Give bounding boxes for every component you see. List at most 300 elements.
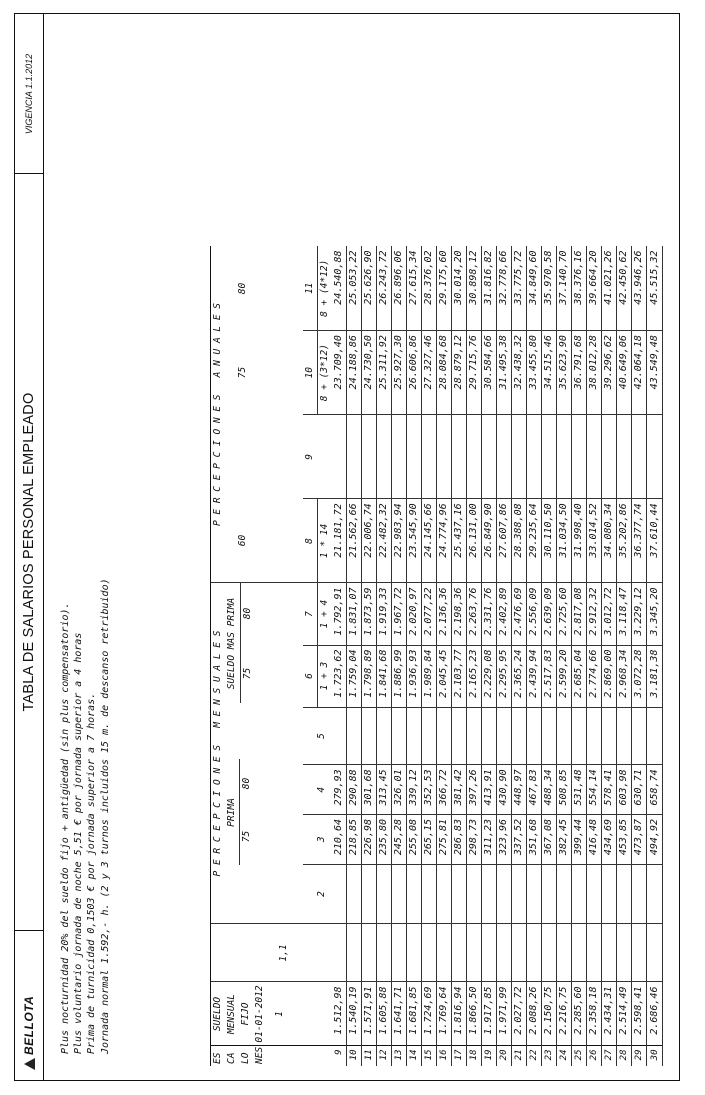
annual-75-cell: 28.879,12 xyxy=(451,331,466,415)
annual-75-cell: 43.549,48 xyxy=(647,331,662,415)
sueldo-mas-prima-80-cell: 2.476,69 xyxy=(512,583,527,645)
col-5-cell xyxy=(602,707,617,765)
col-1-1-cell xyxy=(406,924,421,982)
sueldo-cell: 1.571,91 xyxy=(361,982,376,1046)
es-cell: 13 xyxy=(391,1046,406,1066)
col-1-1-cell xyxy=(512,924,527,982)
col-9-cell xyxy=(587,415,602,499)
sueldo-mas-prima-75-cell: 3.181,38 xyxy=(647,645,662,707)
col-5-cell xyxy=(332,707,347,765)
col-1-1-cell xyxy=(557,924,572,982)
col-5-cell xyxy=(391,707,406,765)
sueldo-mas-prima-80-cell: 3.345,20 xyxy=(647,583,662,645)
sueldo-mas-prima-80-cell: 2.198,36 xyxy=(451,583,466,645)
annual-75-cell: 27.327,46 xyxy=(421,331,436,415)
annual-60-cell: 22.482,32 xyxy=(376,499,391,583)
sueldo-mas-prima-75-cell: 2.229,08 xyxy=(481,645,496,707)
col-1-1-cell xyxy=(436,924,451,982)
table-row xyxy=(451,247,466,1067)
es-cell: 15 xyxy=(421,1046,436,1066)
col-1-1-cell xyxy=(497,924,512,982)
annual-80-cell: 30.898,12 xyxy=(466,247,481,331)
es-cell: 28 xyxy=(617,1046,632,1066)
col-2-cell xyxy=(376,864,391,924)
annual-60-cell: 35.202,86 xyxy=(617,499,632,583)
col-num-8: 8 1 * 14 xyxy=(303,499,332,583)
header-labels-row xyxy=(211,247,303,1067)
sueldo-mas-prima-80-cell: 2.556,09 xyxy=(527,583,542,645)
col-5-cell xyxy=(436,707,451,765)
sueldo-mas-prima-75-cell: 2.685,04 xyxy=(572,645,587,707)
brand-name: BELLOTA xyxy=(22,995,36,1055)
col-9-cell xyxy=(436,415,451,499)
es-cell: 26 xyxy=(587,1046,602,1066)
prima-80-cell: 279,93 xyxy=(332,765,347,815)
sueldo-mas-prima-75-cell: 2.295,95 xyxy=(497,645,512,707)
col-1-1-cell xyxy=(376,924,391,982)
prima-80-cell: 578,41 xyxy=(602,765,617,815)
col-2-cell xyxy=(391,864,406,924)
annual-75-cell: 42.064,18 xyxy=(632,331,647,415)
annual-60-cell: 34.080,34 xyxy=(602,499,617,583)
col-1-1-cell xyxy=(527,924,542,982)
sueldo-mas-prima-80-cell: 2.077,22 xyxy=(421,583,436,645)
prima-80-cell: 366,72 xyxy=(436,765,451,815)
col-5-cell xyxy=(572,707,587,765)
prima-75-cell: 210,64 xyxy=(332,814,347,864)
col-2-cell xyxy=(647,864,662,924)
sueldo-mas-prima-80-cell: 3.012,72 xyxy=(602,583,617,645)
col-5-cell xyxy=(466,707,481,765)
col-2-cell xyxy=(361,864,376,924)
col-5-cell xyxy=(617,707,632,765)
es-cell: 19 xyxy=(481,1046,496,1066)
col-5-cell xyxy=(376,707,391,765)
sueldo-mas-prima-80-cell: 1.831,07 xyxy=(346,583,361,645)
sueldo-mas-prima-75-cell: 1.723,62 xyxy=(332,645,347,707)
sueldo-mas-prima-75-cell: 2.968,34 xyxy=(617,645,632,707)
table-row xyxy=(602,247,617,1067)
col-9-cell xyxy=(512,415,527,499)
sueldo-cell: 1.512,98 xyxy=(332,982,347,1046)
sueldo-mas-prima-75-cell: 2.869,00 xyxy=(602,645,617,707)
sueldo-mas-prima-75-cell: 2.165,23 xyxy=(466,645,481,707)
col-2-cell xyxy=(451,864,466,924)
table-row xyxy=(617,247,632,1067)
col-2-cell xyxy=(632,864,647,924)
es-cell: 16 xyxy=(436,1046,451,1066)
col-1-1-cell xyxy=(391,924,406,982)
prima-80-cell: 313,45 xyxy=(376,765,391,815)
annual-80-cell: 25.053,22 xyxy=(346,247,361,331)
monthly-group-header: P E R C E P C I O N E S M E N S U A L E S PRIMA SUELDO MAS PRIMA 75 80 75 80 xyxy=(211,583,303,924)
sueldo-cell: 1.971,99 xyxy=(497,982,512,1046)
annual-80-cell: 30.014,20 xyxy=(451,247,466,331)
sueldo-mas-prima-80-cell: 2.263,76 xyxy=(466,583,481,645)
annual-60-cell: 26.131,00 xyxy=(466,499,481,583)
annual-75-cell: 38.012,28 xyxy=(587,331,602,415)
sueldo-header: SUELDO MENSUAL FIJO 01-01-2012 1 xyxy=(211,982,332,1046)
prima-75-cell: 218,85 xyxy=(346,814,361,864)
prima-75-cell: 265,15 xyxy=(421,814,436,864)
col-5-cell xyxy=(406,707,421,765)
col-2-cell xyxy=(572,864,587,924)
annual-75-cell: 32.438,32 xyxy=(512,331,527,415)
table-row xyxy=(361,247,376,1067)
table-row xyxy=(542,247,557,1067)
table-row xyxy=(346,247,361,1067)
col-1-1-cell xyxy=(346,924,361,982)
prima-80-cell: 413,91 xyxy=(481,765,496,815)
sueldo-mas-prima-75-cell: 1.841,68 xyxy=(376,645,391,707)
col-5-cell xyxy=(542,707,557,765)
col-num-7: 7 1 + 4 xyxy=(303,583,332,645)
sueldo-mas-prima-75-cell: 2.365,24 xyxy=(512,645,527,707)
table-row xyxy=(557,247,572,1067)
col-2-cell xyxy=(512,864,527,924)
annual-60-cell: 30.110,50 xyxy=(542,499,557,583)
notes-block xyxy=(59,578,112,1054)
col-2-cell xyxy=(587,864,602,924)
salary-table xyxy=(210,247,663,1067)
table-row xyxy=(587,247,602,1067)
table-row xyxy=(512,247,527,1067)
annual-60-cell: 37.610,44 xyxy=(647,499,662,583)
annual-60-cell: 26.849,90 xyxy=(481,499,496,583)
prima-75-cell: 351,68 xyxy=(527,814,542,864)
prima-80-cell: 290,88 xyxy=(346,765,361,815)
annual-75-cell: 36.791,68 xyxy=(572,331,587,415)
annual-80-cell: 35.970,58 xyxy=(542,247,557,331)
prima-80-cell: 397,26 xyxy=(466,765,481,815)
note-line: Plus voluntario jornada de noche 5,51 € por jornada superior a 4 horas xyxy=(73,632,85,1054)
sueldo-mas-prima-75-cell: 2.774,66 xyxy=(587,645,602,707)
table-row xyxy=(466,247,481,1067)
es-cell: 24 xyxy=(557,1046,572,1066)
col-9-cell xyxy=(361,415,376,499)
es-cell: 25 xyxy=(572,1046,587,1066)
sueldo-mas-prima-75-cell: 2.045,45 xyxy=(436,645,451,707)
prima-75-cell: 275,81 xyxy=(436,814,451,864)
table-row xyxy=(632,247,647,1067)
sueldo-cell: 1.866,50 xyxy=(466,982,481,1046)
col-num-1: 1 xyxy=(274,1011,285,1017)
prima-80-cell: 658,74 xyxy=(647,765,662,815)
annual-75-cell: 28.084,68 xyxy=(436,331,451,415)
col-9-cell xyxy=(391,415,406,499)
prima-75-cell: 416,48 xyxy=(587,814,602,864)
col-2-cell xyxy=(497,864,512,924)
col-1-1-cell xyxy=(617,924,632,982)
col-9-cell xyxy=(497,415,512,499)
sueldo-cell: 1.605,88 xyxy=(376,982,391,1046)
sueldo-mas-prima-80-cell: 1.792,91 xyxy=(332,583,347,645)
sueldo-cell: 2.150,75 xyxy=(542,982,557,1046)
prima-75-cell: 255,08 xyxy=(406,814,421,864)
annual-75-cell: 25.927,30 xyxy=(391,331,406,415)
col-1-1-cell xyxy=(647,924,662,982)
col-9-cell xyxy=(376,415,391,499)
sueldo-mas-prima-80-cell: 3.229,12 xyxy=(632,583,647,645)
sueldo-mas-prima-80-cell: 2.331,76 xyxy=(481,583,496,645)
note-line: Plus nocturnidad 20% del sueldo fijo + antigüedad (sin plus compensatorio). xyxy=(60,602,71,1054)
prima-75-cell: 367,08 xyxy=(542,814,557,864)
sueldo-mas-prima-75-cell: 2.599,20 xyxy=(557,645,572,707)
annual-80-cell: 26.896,06 xyxy=(391,247,406,331)
col-1-1-cell xyxy=(602,924,617,982)
sueldo-cell: 2.514,49 xyxy=(617,982,632,1046)
table-row xyxy=(332,247,347,1067)
col-2-cell xyxy=(542,864,557,924)
col-1-1-header: 1,1 xyxy=(211,924,332,982)
col-9-cell xyxy=(632,415,647,499)
sueldo-cell: 2.686,46 xyxy=(647,982,662,1046)
sueldo-mas-prima-80-cell: 1.919,33 xyxy=(376,583,391,645)
col-5-cell xyxy=(527,707,542,765)
col-2-cell xyxy=(617,864,632,924)
prima-75-cell: 235,80 xyxy=(376,814,391,864)
es-cell: 20 xyxy=(497,1046,512,1066)
prima-80-cell: 603,98 xyxy=(617,765,632,815)
annual-75-cell: 23.709,40 xyxy=(332,331,347,415)
prima-80-cell: 488,34 xyxy=(542,765,557,815)
col-9-cell xyxy=(406,415,421,499)
sueldo-mas-prima-75-cell: 1.936,93 xyxy=(406,645,421,707)
table-row xyxy=(647,247,662,1067)
annual-60-cell: 23.545,90 xyxy=(406,499,421,583)
sueldo-mas-prima-80-cell: 3.118,47 xyxy=(617,583,632,645)
col-5-cell xyxy=(481,707,496,765)
prima-75-cell: 337,52 xyxy=(512,814,527,864)
prima-75-cell: 494,92 xyxy=(647,814,662,864)
prima-80-cell: 352,53 xyxy=(421,765,436,815)
col-5-cell xyxy=(361,707,376,765)
annual-80-cell: 26.243,72 xyxy=(376,247,391,331)
col-9-cell xyxy=(557,415,572,499)
es-cell: 29 xyxy=(632,1046,647,1066)
annual-80-cell: 31.816,82 xyxy=(481,247,496,331)
annual-60-cell: 24.145,66 xyxy=(421,499,436,583)
sueldo-mas-prima-75-cell: 1.759,04 xyxy=(346,645,361,707)
col-2-cell xyxy=(421,864,436,924)
prima-80-cell: 467,83 xyxy=(527,765,542,815)
table-row xyxy=(436,247,451,1067)
sueldo-mas-prima-75-cell: 2.439,94 xyxy=(527,645,542,707)
prima-75-cell: 434,69 xyxy=(602,814,617,864)
annual-60-cell: 28.388,08 xyxy=(512,499,527,583)
col-num-10: 10 8 + (3*12) xyxy=(303,331,332,415)
col-5-cell xyxy=(512,707,527,765)
page-title: TABLA DE SALARIOS PERSONAL EMPLEADO xyxy=(15,173,43,930)
sueldo-cell: 1.540,19 xyxy=(346,982,361,1046)
sueldo-mas-prima-75-cell: 1.798,89 xyxy=(361,645,376,707)
col-5-cell xyxy=(647,707,662,765)
annual-80-cell: 24.540,88 xyxy=(332,247,347,331)
annual-60-cell: 29.235,64 xyxy=(527,499,542,583)
annual-75-cell: 29.715,76 xyxy=(466,331,481,415)
col-1-1-cell xyxy=(451,924,466,982)
prima-75-cell: 226,98 xyxy=(361,814,376,864)
es-cell: 11 xyxy=(361,1046,376,1066)
col-9-cell xyxy=(602,415,617,499)
annual-75-cell: 39.296,62 xyxy=(602,331,617,415)
annual-80-cell: 32.778,66 xyxy=(497,247,512,331)
annual-60-cell: 22.983,94 xyxy=(391,499,406,583)
annual-80-cell: 34.849,60 xyxy=(527,247,542,331)
annual-60-cell: 36.377,74 xyxy=(632,499,647,583)
sueldo-mas-prima-80-cell: 2.402,89 xyxy=(497,583,512,645)
table-row xyxy=(572,247,587,1067)
prima-75-cell: 311,23 xyxy=(481,814,496,864)
brand-logo xyxy=(15,930,43,1080)
prima-75-cell: 399,44 xyxy=(572,814,587,864)
sueldo-mas-prima-80-cell: 1.967,72 xyxy=(391,583,406,645)
annual-75-cell: 35.623,90 xyxy=(557,331,572,415)
table-row xyxy=(406,247,421,1067)
table-row xyxy=(421,247,436,1067)
col-2-cell xyxy=(332,864,347,924)
sueldo-cell: 2.216,75 xyxy=(557,982,572,1046)
col-1-1-cell xyxy=(481,924,496,982)
prima-80-cell: 508,85 xyxy=(557,765,572,815)
table-row xyxy=(391,247,406,1067)
annual-80-cell: 45.515,32 xyxy=(647,247,662,331)
col-2-cell xyxy=(406,864,421,924)
col-9-cell xyxy=(346,415,361,499)
annual-75-cell: 40.649,06 xyxy=(617,331,632,415)
col-num-6: 6 1 + 3 xyxy=(303,645,332,707)
annual-80-cell: 33.775,72 xyxy=(512,247,527,331)
bellota-logo-icon xyxy=(24,1058,35,1070)
es-header: ES CA LO NES xyxy=(211,1046,332,1066)
col-9-cell xyxy=(481,415,496,499)
page-frame xyxy=(14,13,680,1081)
annual-60-cell: 25.437,16 xyxy=(451,499,466,583)
col-num-4: 4 xyxy=(303,765,332,815)
salary-rows xyxy=(332,247,663,1067)
sueldo-cell: 2.434,31 xyxy=(602,982,617,1046)
es-cell: 12 xyxy=(376,1046,391,1066)
annual-75-cell: 26.606,86 xyxy=(406,331,421,415)
sueldo-cell: 1.681,85 xyxy=(406,982,421,1046)
col-1-1-cell xyxy=(632,924,647,982)
es-cell: 22 xyxy=(527,1046,542,1066)
annual-60-cell: 31.998,40 xyxy=(572,499,587,583)
sueldo-mas-prima-75-cell: 2.517,83 xyxy=(542,645,557,707)
annual-60-cell: 21.562,66 xyxy=(346,499,361,583)
annual-60-cell: 24.774,96 xyxy=(436,499,451,583)
annual-75-cell: 30.584,66 xyxy=(481,331,496,415)
prima-75-cell: 286,83 xyxy=(451,814,466,864)
col-2-cell xyxy=(527,864,542,924)
prima-80-cell: 630,71 xyxy=(632,765,647,815)
table-row xyxy=(527,247,542,1067)
es-cell: 27 xyxy=(602,1046,617,1066)
col-5-cell xyxy=(557,707,572,765)
col-5-cell xyxy=(421,707,436,765)
table-row xyxy=(497,247,512,1067)
annual-80-cell: 39.664,20 xyxy=(587,247,602,331)
prima-80-cell: 554,14 xyxy=(587,765,602,815)
sueldo-cell: 1.724,69 xyxy=(421,982,436,1046)
col-num-5: 5 xyxy=(303,707,332,765)
prima-80-cell: 339,12 xyxy=(406,765,421,815)
sueldo-mas-prima-75-cell: 2.103,77 xyxy=(451,645,466,707)
annual-80-cell: 42.450,62 xyxy=(617,247,632,331)
sueldo-cell: 2.285,60 xyxy=(572,982,587,1046)
prima-80-cell: 430,90 xyxy=(497,765,512,815)
col-5-cell xyxy=(587,707,602,765)
annual-75-cell: 33.455,80 xyxy=(527,331,542,415)
annual-80-cell: 38.376,16 xyxy=(572,247,587,331)
col-2-cell xyxy=(466,864,481,924)
prima-80-cell: 531,48 xyxy=(572,765,587,815)
page-header xyxy=(15,14,44,1080)
sueldo-mas-prima-80-cell: 2.912,32 xyxy=(587,583,602,645)
sueldo-mas-prima-80-cell: 2.725,60 xyxy=(557,583,572,645)
sueldo-cell: 2.027,72 xyxy=(512,982,527,1046)
table-row xyxy=(481,247,496,1067)
prima-80-cell: 326,01 xyxy=(391,765,406,815)
validity-date: VIGENCIA 1.1.2012 xyxy=(24,53,34,135)
col-9-cell xyxy=(332,415,347,499)
col-9-cell xyxy=(527,415,542,499)
col-1-1-cell xyxy=(332,924,347,982)
col-5-cell xyxy=(451,707,466,765)
es-cell: 18 xyxy=(466,1046,481,1066)
sueldo-mas-prima-label: SUELDO MAS PRIMA xyxy=(226,597,237,690)
sueldo-mas-prima-80-cell: 2.020,97 xyxy=(406,583,421,645)
col-5-cell xyxy=(346,707,361,765)
sueldo-cell: 2.598,41 xyxy=(632,982,647,1046)
sueldo-cell: 2.088,26 xyxy=(527,982,542,1046)
annual-80-cell: 28.376,02 xyxy=(421,247,436,331)
annual-80-cell: 43.946,26 xyxy=(632,247,647,331)
col-2-cell xyxy=(602,864,617,924)
prima-75-cell: 245,28 xyxy=(391,814,406,864)
prima-80-cell: 381,42 xyxy=(451,765,466,815)
col-5-cell xyxy=(497,707,512,765)
note-line: Prima de turnicidad 0,1503 € por jornada superior a 7 horas. xyxy=(86,692,98,1054)
annual-75-cell: 34.515,46 xyxy=(542,331,557,415)
col-9-cell xyxy=(617,415,632,499)
es-cell: 23 xyxy=(542,1046,557,1066)
sueldo-mas-prima-80-cell: 2.136,36 xyxy=(436,583,451,645)
annual-80-cell: 37.140,70 xyxy=(557,247,572,331)
prima-label: PRIMA xyxy=(225,760,240,866)
annual-60-cell: 33.014,52 xyxy=(587,499,602,583)
prima-75-cell: 298,73 xyxy=(466,814,481,864)
es-cell: 30 xyxy=(647,1046,662,1066)
col-num-9: 9 xyxy=(303,415,332,499)
annual-80-cell: 29.175,60 xyxy=(436,247,451,331)
es-cell: 10 xyxy=(346,1046,361,1066)
note-line: Jornada normal 1.592,- h. (2 y 3 turnos incluidos 15 m. de descanso retribuido) xyxy=(99,578,111,1054)
es-cell: 14 xyxy=(406,1046,421,1066)
prima-75-cell: 453,85 xyxy=(617,814,632,864)
es-cell: 17 xyxy=(451,1046,466,1066)
annual-75-cell: 25.311,92 xyxy=(376,331,391,415)
sueldo-cell: 1.641,71 xyxy=(391,982,406,1046)
col-num-11: 11 8 + (4*12) xyxy=(303,247,332,331)
col-2-cell xyxy=(436,864,451,924)
col-1-1-cell xyxy=(587,924,602,982)
prima-75-cell: 382,45 xyxy=(557,814,572,864)
prima-80-cell: 448,97 xyxy=(512,765,527,815)
annual-80-cell: 25.626,90 xyxy=(361,247,376,331)
sueldo-cell: 2.358,18 xyxy=(587,982,602,1046)
annual-60-cell: 27.607,86 xyxy=(497,499,512,583)
